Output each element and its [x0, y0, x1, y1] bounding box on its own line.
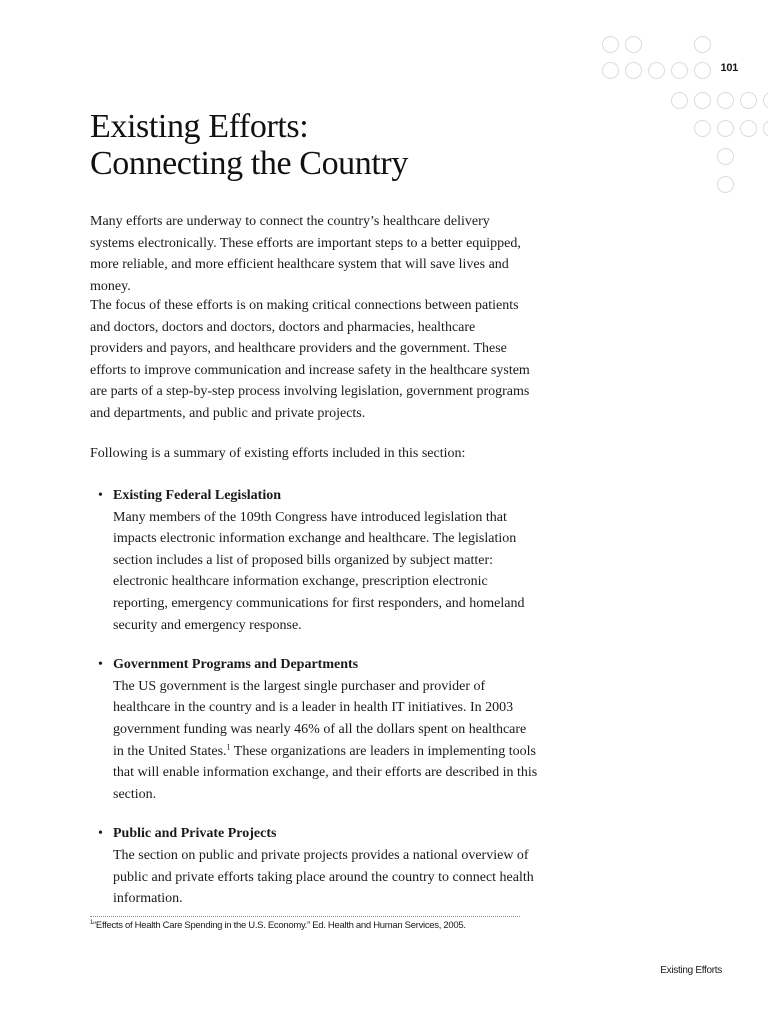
bullet: • — [98, 657, 103, 673]
bullet: • — [98, 826, 103, 842]
focus-paragraph: The focus of these efforts is on making critical connections between patients and doctors, doctors and doctors, doctors and pharmacies, healthcare providers and payors, and healthcare providers and the government. These efforts to improve communication and increase safety in the healthcare system are parts of a step-by-step process involving legislation, government programs and departments, and public and private projects. — [90, 298, 530, 421]
page-title-line-1: Existing Efforts: — [90, 108, 309, 145]
list-item-title: Public and Private Projects — [113, 826, 277, 842]
intro-paragraph: Many efforts are underway to connect the country’s healthcare delivery systems electronically. These efforts are important steps to a better equipped, more reliable, and more efficient healthcare system that will save lives and money. — [90, 214, 521, 294]
section-footer: Existing Efforts — [660, 965, 722, 976]
page-title-line-2: Connecting the Country — [90, 145, 408, 182]
bullet: • — [98, 488, 103, 503]
list-item-title: Existing Federal Legislation — [113, 488, 281, 503]
footnote-divider — [90, 916, 520, 917]
list-item — [98, 823, 538, 909]
page-number: 101 — [720, 62, 738, 74]
list-item — [98, 654, 538, 805]
page-title — [90, 108, 408, 182]
summary-list — [98, 485, 538, 928]
footnote-marker: 1 — [90, 919, 94, 926]
list-item-description-continued: These organizations are leaders in implementing tools that will enable information exchange, and their efforts are described in this section. — [113, 743, 538, 802]
footnote-reference: 1 — [226, 741, 231, 751]
list-item-description — [113, 676, 538, 806]
footnote — [90, 920, 466, 931]
footnote-text: “Effects of Health Care Spending in the U.S. Economy.” Ed. Health and Human Services, 2005. — [93, 920, 466, 931]
list-item-description-text: The US government is the largest single purchaser and provider of healthcare in the country and is a leader in health IT initiatives. In 2003 government funding was nearly 46% of all the dollars spent on healthcare in the United States. — [113, 678, 527, 759]
list-item-description: Many members of the 109th Congress have introduced legislation that impacts electronic information exchange and healthcare. The legislation section includes a list of proposed bills organized by subject matter: electronic healthcare information exchange, prescription electronic reporting, emergency communications for first responders, and homeland security and emergency response. — [113, 509, 525, 633]
list-item-title: Government Programs and Departments — [113, 657, 359, 673]
summary-intro-paragraph: Following is a summary of existing efforts included in this section: — [90, 446, 466, 461]
list-item — [98, 485, 538, 636]
list-item-description: The section on public and private projects provides a national overview of public and private efforts taking place around the country to connect health information. — [113, 847, 534, 907]
